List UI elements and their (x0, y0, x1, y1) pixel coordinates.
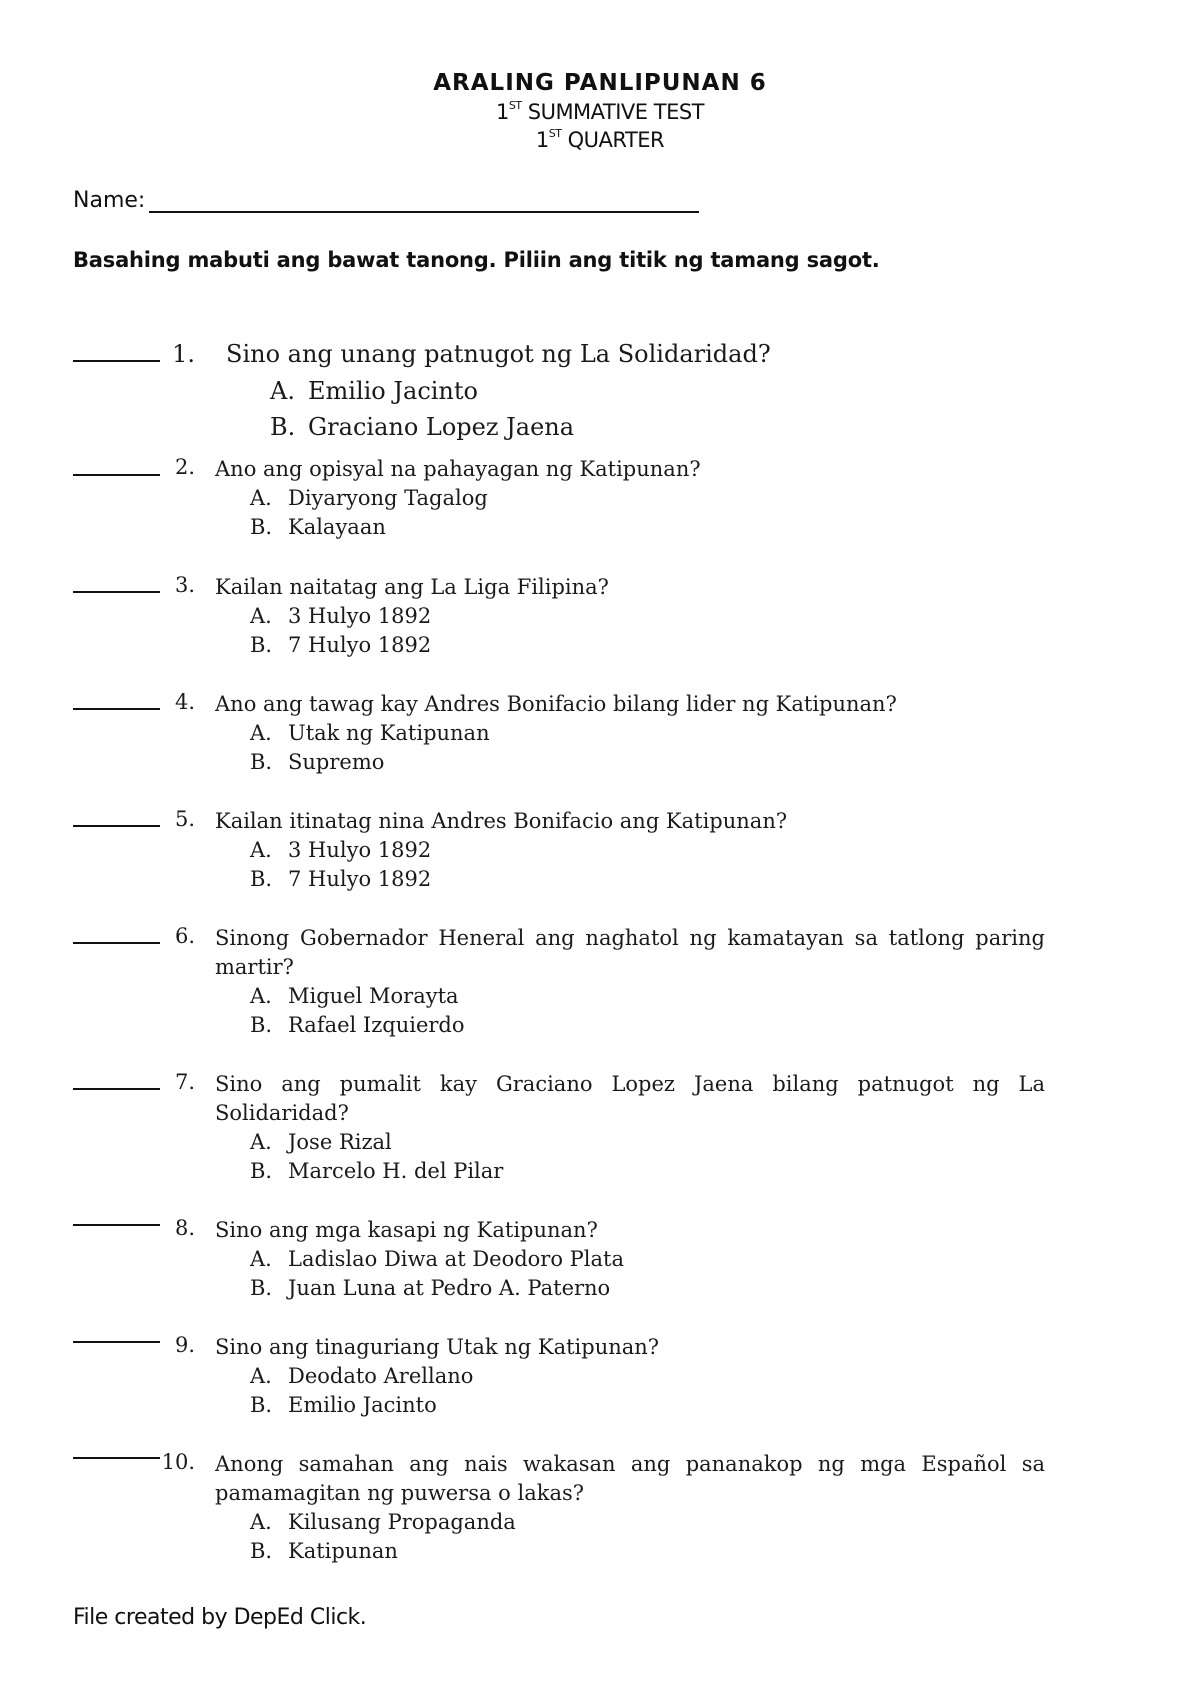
footer-credit: File created by DepEd Click. (73, 1605, 367, 1630)
choice-letter: A. (250, 1130, 272, 1154)
choice-a (250, 982, 459, 1011)
choice-text: Utak ng Katipunan (288, 721, 490, 745)
question-text: Sino ang tinaguriang Utak ng Katipunan? (215, 1335, 660, 1359)
choice-letter: A. (250, 1510, 272, 1534)
choice-a (250, 602, 431, 631)
choice-letter: B. (250, 1159, 273, 1183)
choice-a (250, 836, 431, 865)
choice-text: Kalayaan (288, 515, 386, 539)
answer-blank-7[interactable] (73, 1088, 160, 1090)
choice-a (250, 719, 490, 748)
choice-b (250, 1391, 437, 1420)
question-text: Sino ang pumalit kay Graciano Lopez Jaena bilang patnugot ng La Solidaridad? (215, 1072, 1045, 1125)
choice-letter: B. (250, 867, 273, 891)
choice-letter: B. (250, 515, 273, 539)
choice-text: Ladislao Diwa at Deodoro Plata (288, 1247, 624, 1271)
question-number: 10. (161, 1450, 195, 1474)
answer-blank-4[interactable] (73, 708, 160, 710)
choice-b (250, 1157, 503, 1186)
answer-blank-6[interactable] (73, 942, 160, 944)
choice-text: Juan Luna at Pedro A. Paterno (288, 1276, 611, 1300)
choice-letter: A. (250, 486, 272, 510)
answer-blank-3[interactable] (73, 591, 160, 593)
choice-text: Emilio Jacinto (288, 1393, 437, 1417)
choice-b (250, 865, 431, 894)
choice-a (270, 374, 478, 408)
page-title: ARALING PANLIPUNAN 6 (433, 70, 767, 96)
choice-b (250, 631, 431, 660)
answer-blank-5[interactable] (73, 825, 160, 827)
test-ordinal-suffix: ST (508, 99, 522, 112)
choice-text: 7 Hulyo 1892 (288, 867, 432, 891)
choice-letter: A. (270, 377, 295, 405)
choice-b (250, 513, 386, 542)
answer-blank-1[interactable] (73, 360, 160, 362)
choice-text: Katipunan (288, 1539, 398, 1563)
choice-text: Deodato Arellano (288, 1364, 474, 1388)
choice-letter: A. (250, 838, 272, 862)
choice-b (270, 410, 574, 444)
choice-letter: B. (250, 633, 273, 657)
question-text: Ano ang opisyal na pahayagan ng Katipunan? (215, 457, 701, 481)
question-number: 5. (174, 807, 195, 831)
choice-text: Diyaryong Tagalog (288, 486, 488, 510)
answer-blank-9[interactable] (73, 1341, 160, 1343)
choice-a (250, 1128, 392, 1157)
question-number: 4. (174, 690, 195, 714)
question-number: 8. (174, 1216, 195, 1240)
choice-a (250, 1508, 516, 1537)
instructions: Basahing mabuti ang bawat tanong. Piliin ang titik ng tamang sagot. (73, 248, 880, 272)
question-number: 9. (174, 1333, 195, 1357)
choice-b (250, 1537, 398, 1566)
choice-b (250, 748, 384, 777)
choice-text: Supremo (288, 750, 385, 774)
question-text: Sino ang mga kasapi ng Katipunan? (215, 1218, 598, 1242)
question-number: 7. (174, 1070, 195, 1094)
answer-blank-2[interactable] (73, 474, 160, 476)
choice-a (250, 1362, 473, 1391)
choice-letter: A. (250, 1364, 272, 1388)
question-number: 3. (174, 573, 195, 597)
question-text: Sino ang unang patnugot ng La Solidaridad? (226, 340, 771, 368)
question-text: Anong samahan ang nais wakasan ang pananakop ng mga Español sa pamamagitan ng puwersa o lakas? (215, 1452, 1045, 1505)
quarter-ordinal-suffix: ST (548, 127, 562, 140)
quarter-line (0, 128, 1200, 152)
choice-text: 7 Hulyo 1892 (288, 633, 432, 657)
quarter-ordinal: 1 (535, 128, 549, 152)
answer-blank-10[interactable] (73, 1457, 160, 1459)
test-ordinal: 1 (495, 100, 509, 124)
choice-letter: B. (250, 1276, 273, 1300)
choice-letter: A. (250, 604, 272, 628)
choice-b (250, 1274, 610, 1303)
question-text: Ano ang tawag kay Andres Bonifacio bilang lider ng Katipunan? (215, 692, 897, 716)
question-text: Kailan itinatag nina Andres Bonifacio ang Katipunan? (215, 809, 788, 833)
choice-text: Graciano Lopez Jaena (308, 413, 575, 441)
question-number: 6. (174, 924, 195, 948)
choice-text: 3 Hulyo 1892 (288, 838, 432, 862)
choice-text: 3 Hulyo 1892 (288, 604, 432, 628)
quarter-text: QUARTER (561, 128, 665, 152)
answer-blank-8[interactable] (73, 1224, 160, 1226)
choice-letter: B. (250, 1393, 273, 1417)
choice-letter: B. (250, 1539, 273, 1563)
choice-letter: B. (270, 413, 296, 441)
choice-letter: A. (250, 984, 272, 1008)
choice-letter: A. (250, 721, 272, 745)
choice-letter: A. (250, 1247, 272, 1271)
choice-a (250, 484, 488, 513)
question-number: 2. (174, 455, 195, 479)
question-text: Sinong Gobernador Heneral ang naghatol ng kamatayan sa tatlong paring martir? (215, 926, 1045, 979)
question-text: Kailan naitatag ang La Liga Filipina? (215, 575, 609, 599)
choice-text: Rafael Izquierdo (288, 1013, 465, 1037)
choice-text: Marcelo H. del Pilar (288, 1159, 504, 1183)
choice-letter: B. (250, 1013, 273, 1037)
choice-text: Miguel Morayta (288, 984, 459, 1008)
name-row (73, 187, 699, 213)
test-type-line (0, 100, 1200, 124)
choice-text: Kilusang Propaganda (288, 1510, 516, 1534)
choice-b (250, 1011, 465, 1040)
question-number: 1. (172, 340, 195, 368)
test-type-text: SUMMATIVE TEST (521, 100, 704, 124)
choice-text: Emilio Jacinto (308, 377, 478, 405)
name-field[interactable] (149, 187, 699, 213)
choice-letter: B. (250, 750, 273, 774)
choice-text: Jose Rizal (288, 1130, 392, 1154)
choice-a (250, 1245, 624, 1274)
name-label: Name: (73, 188, 146, 213)
